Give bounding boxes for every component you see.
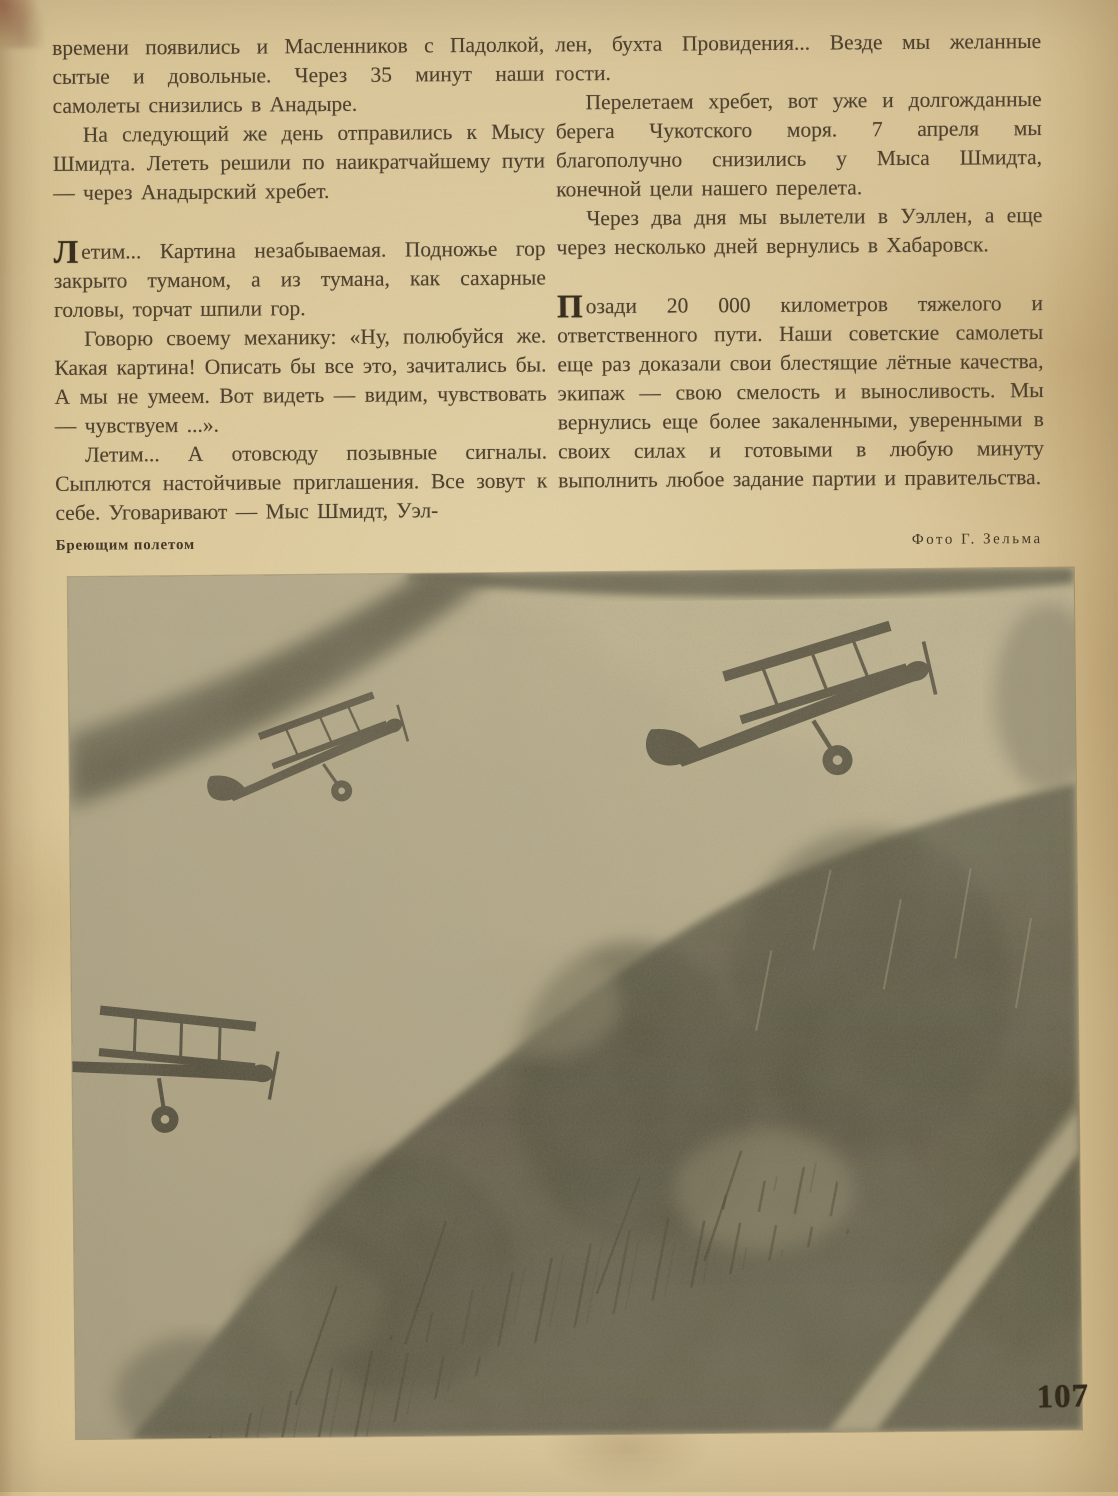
article-column-left <box>52 30 547 527</box>
paragraph-with-dropcap <box>54 234 547 324</box>
dropcap-letter: П <box>556 289 583 326</box>
aerial-photo <box>68 567 1082 1439</box>
paragraph-text: озади 20 000 километров тяжелого и ответственного пути. Наши советские самолеты еще раз доказали свои блестящие лётные качества, экипаж — свою смелость и выносливость. Мы вернулись еще более закаленными, уверенными в своих силах и готовыми в любую минуту выполнить любое задание партии и правительства. <box>557 291 1045 493</box>
paragraph: времени появились и Масленников с Падолкой, сытые и довольные. Через 35 минут наши самолеты снизились в Анадыре. <box>52 32 545 118</box>
photo-caption-row <box>56 531 1043 560</box>
paragraph: Летим... А отовсюду позывные сигналы. Сыплются настойчивые приглашения. Все зовут к себе. Уговаривают — Мыс Шмидт, Уэл- <box>55 439 548 525</box>
paragraph: лен, бухта Провидения... Везде мы желанные гости. <box>555 29 1042 86</box>
corner-ink-smudge <box>0 0 44 48</box>
photo-caption: Бреющим полетом <box>55 536 196 554</box>
paragraph-with-dropcap <box>557 289 1044 495</box>
paragraph: На следующий же день отправились к Мысу Шмидта. Лететь решили по наикратчайшему пути — через Анадырский хребет. <box>52 119 546 205</box>
photo-credit: Фото Г. Зельма <box>911 531 1043 548</box>
page-number: 107 <box>1036 1378 1090 1416</box>
aerial-photo-art <box>68 567 1082 1439</box>
paragraph: Через два дня мы вылетели в Уэллен, а еще через несколько дней вернулись в Хабаровск. <box>556 203 1043 260</box>
paragraph: Перелетаем хребет, вот уже и долгожданные берега Чукотского моря. 7 апреля мы благополучно снизились у Мыса Шмидта, конечной цели нашего перелета. <box>555 87 1043 202</box>
dropcap-letter: Л <box>53 234 79 271</box>
article-column-right <box>555 27 1044 495</box>
paragraph: Говорю своему механику: «Ну, полюбуйся же. Какая картина! Описать бы все это, зачитались бы. А мы не умеем. Вот видеть — видим, чувствовать — чувствуем ...». <box>54 323 547 438</box>
paragraph-text: етим... Картина незабываемая. Подножье гор закрыто туманом, а из тумана, как сахарные головы, торчат шпили гор. <box>53 236 546 322</box>
